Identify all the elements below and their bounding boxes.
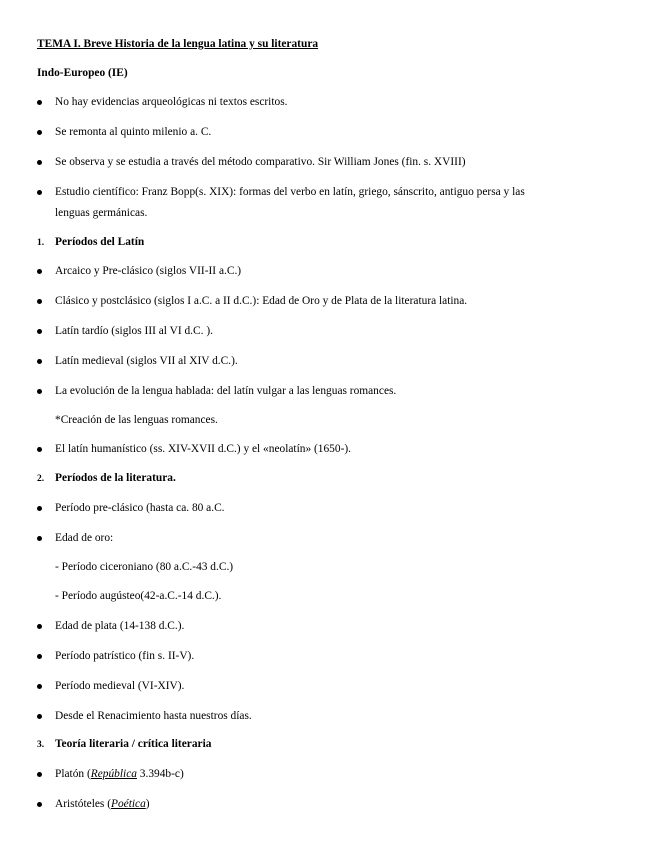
- bullet-icon: [37, 130, 42, 135]
- bullet-icon: [37, 624, 42, 629]
- bullet-icon: [37, 160, 42, 165]
- document-page: TEMA I. Breve Historia de la lengua latina y su literatura Indo-Europeo (IE) No hay evidencias arqueológicas ni textos escritos. Se remonta al quinto milenio a. C. Se observa y se estudia a través del método comparativo. Sir William Jones (fin. s. XVIII) Estudio científico: Franz Bopp(s. XIX): formas del verbo en latín, griego, sánscrito, antiguo persa y las lenguas germánicas. 1. Períodos del Latín Arcaico y Pre-clásico (siglos VII-II a.C.) Clásico y postclásico (siglos I a.C. a II d.C.): Edad de Oro y de Plata de la literatura latina. Latín tardío (siglos III al VI d.C. ). Latín medieval (siglos VII al XIV d.C.). La evolución de la lengua hablada: del latín vulgar a las lenguas romances. *Creación de las lenguas romances. El latín humanístico (ss. XIV-XVII d.C.) y el «neolatín» (1650-). 2. Períodos de la literatura. Período pre-clásico (hasta ca. 80 a.C. Edad de oro: - Período ciceroniano (80 a.C.-43 d.C.) - Período augústeo(42-a.C.-14 d.C.). Edad de plata (14-138 d.C.). Período patrístico (fin s. II-V). Período medieval (VI-XIV). Desde el Renacimiento hasta nuestros días. 3. Teoría literaria / crítica literaria Platón (República 3.394b-c) Aristóteles (Poética): [0, 0, 655, 848]
- bullet-icon: [37, 100, 42, 105]
- sub-item: - Período augústeo(42-a.C.-14 d.C.).: [55, 590, 222, 602]
- bullet-icon: [37, 447, 42, 452]
- bullet-icon: [37, 802, 42, 807]
- bullet-icon: [37, 714, 42, 719]
- bullet-icon: [37, 684, 42, 689]
- bullet-icon: [37, 359, 42, 364]
- document-title: TEMA I. Breve Historia de la lengua latina y su literatura: [37, 38, 319, 50]
- bullet-icon: [37, 772, 42, 777]
- ie-heading: Indo-Europeo (IE): [37, 67, 128, 79]
- note-line: *Creación de las lenguas romances.: [55, 414, 218, 426]
- bullet-icon: [37, 536, 42, 541]
- bullet-icon: [37, 329, 42, 334]
- bullet-icon: [37, 654, 42, 659]
- bullet-icon: [37, 389, 42, 394]
- work-title-link[interactable]: Poética: [111, 798, 146, 810]
- bullet-icon: [37, 190, 42, 195]
- bullet-icon: [37, 506, 42, 511]
- bullet-icon: [37, 299, 42, 304]
- bullet-icon: [37, 269, 42, 274]
- sub-item: - Período ciceroniano (80 a.C.-43 d.C.): [55, 561, 234, 573]
- work-title-link[interactable]: República: [90, 768, 137, 780]
- list-item-continuation: lenguas germánicas.: [55, 207, 148, 219]
